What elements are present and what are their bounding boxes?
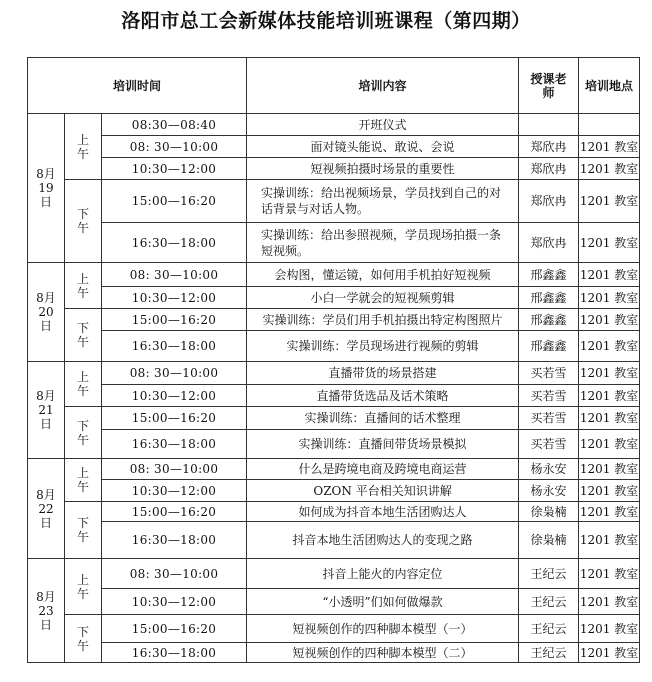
session-content: 实操训练：学员现场进行视频的剪辑 — [247, 331, 519, 362]
label-line: 午 — [76, 146, 89, 161]
period-afternoon — [65, 309, 102, 362]
session-time: 10:30—12:00 — [102, 385, 247, 407]
session-content: 实操训练：直播间的话术整理 — [247, 407, 519, 430]
label-line: 日 — [39, 617, 52, 632]
label-line: 23 — [38, 603, 54, 618]
session-content: 直播带货的场景搭建 — [247, 362, 519, 385]
session-time: 15:00—16:20 — [102, 407, 247, 430]
session-content: 短视频拍摄时场景的重要性 — [247, 158, 519, 180]
label-line: 下 — [76, 624, 89, 639]
session-time: 16:30—18:00 — [102, 331, 247, 362]
label-line: 日 — [39, 417, 52, 431]
session-teacher: 王纪云 — [519, 615, 579, 643]
label-line: 午 — [76, 221, 89, 235]
session-teacher: 买若雪 — [519, 385, 579, 407]
label-line: 下 — [76, 418, 89, 433]
session-teacher: 徐枭楠 — [519, 502, 579, 522]
session-room: 1201 教室 — [579, 136, 640, 158]
session-teacher: 买若雪 — [519, 430, 579, 459]
label-line: 8月 — [36, 589, 56, 604]
session-row — [28, 385, 640, 407]
label-line: 8月 — [36, 389, 56, 403]
session-content: 短视频创作的四种脚本模型（二） — [247, 643, 519, 663]
session-teacher: 买若雪 — [519, 407, 579, 430]
session-room: 1201 教室 — [579, 502, 640, 522]
session-teacher — [519, 114, 579, 136]
label-line: 午 — [76, 432, 89, 447]
session-room: 1201 教室 — [579, 459, 640, 480]
session-time: 08:30—08:40 — [102, 114, 247, 136]
session-content: 抖音本地生活团购达人的变现之路 — [247, 522, 519, 559]
label-line: 8月 — [36, 291, 56, 305]
session-row — [28, 180, 640, 223]
label-line: 上 — [76, 370, 89, 384]
session-time: 08: 30—10:00 — [102, 263, 247, 287]
session-teacher: 邢鑫鑫 — [519, 263, 579, 287]
period-morning — [65, 263, 102, 309]
session-time: 08: 30—10:00 — [102, 136, 247, 158]
session-time: 15:00—16:20 — [102, 180, 247, 223]
session-row — [28, 522, 640, 559]
session-row — [28, 502, 640, 522]
label-line: 日 — [39, 515, 52, 530]
period-afternoon — [65, 502, 102, 559]
session-time: 16:30—18:00 — [102, 223, 247, 263]
session-content: 短视频创作的四种脚本模型（一） — [247, 615, 519, 643]
session-row — [28, 589, 640, 615]
session-room: 1201 教室 — [579, 559, 640, 589]
session-room: 1201 教室 — [579, 589, 640, 615]
session-time: 10:30—12:00 — [102, 480, 247, 502]
session-room: 1201 教室 — [579, 615, 640, 643]
session-content: 实操训练：给出视频场景，学员找到自己的对话背景与对话人物。 — [247, 180, 519, 223]
label-line: 上 — [76, 132, 89, 147]
session-time: 16:30—18:00 — [102, 643, 247, 663]
session-content: 会构图，懂运镜，如何用手机拍好短视频 — [247, 263, 519, 287]
header-teacher-line1: 授课老 — [530, 71, 567, 86]
session-row — [28, 331, 640, 362]
schedule-table — [27, 57, 640, 663]
period-afternoon — [65, 180, 102, 263]
session-room: 1201 教室 — [579, 385, 640, 407]
session-row — [28, 643, 640, 663]
session-room: 1201 教室 — [579, 309, 640, 331]
session-room: 1201 教室 — [579, 522, 640, 559]
label-line: 8月 — [36, 167, 56, 181]
session-room: 1201 教室 — [579, 407, 640, 430]
session-time: 10:30—12:00 — [102, 287, 247, 309]
session-room: 1201 教室 — [579, 643, 640, 663]
day-date — [28, 559, 65, 663]
session-content: “小透明”们如何做爆款 — [247, 589, 519, 615]
session-room: 1201 教室 — [579, 223, 640, 263]
session-room: 1201 教室 — [579, 180, 640, 223]
label-line: 下 — [76, 207, 89, 221]
label-line: 午 — [76, 335, 89, 349]
period-morning — [65, 114, 102, 180]
session-row — [28, 615, 640, 643]
label-line: 午 — [76, 530, 89, 544]
session-teacher: 王纪云 — [519, 589, 579, 615]
session-teacher: 郑欣冉 — [519, 136, 579, 158]
header-teacher — [519, 58, 579, 114]
session-room: 1201 教室 — [579, 287, 640, 309]
session-teacher: 邢鑫鑫 — [519, 309, 579, 331]
session-content: 开班仪式 — [247, 114, 519, 136]
header-location: 培训地点 — [579, 58, 640, 114]
session-content: 面对镜头能说、敢说、会说 — [247, 136, 519, 158]
label-line: 午 — [76, 586, 89, 601]
session-room: 1201 教室 — [579, 263, 640, 287]
session-time: 08: 30—10:00 — [102, 459, 247, 480]
label-line: 午 — [76, 638, 89, 653]
session-room: 1201 教室 — [579, 362, 640, 385]
session-content: 直播带货选品及话术策略 — [247, 385, 519, 407]
session-row — [28, 114, 640, 136]
session-row — [28, 287, 640, 309]
session-teacher: 郑欣冉 — [519, 180, 579, 223]
session-row — [28, 136, 640, 158]
label-line: 上 — [76, 572, 89, 587]
session-teacher: 王纪云 — [519, 559, 579, 589]
session-time: 08: 30—10:00 — [102, 559, 247, 589]
session-teacher: 王纪云 — [519, 643, 579, 663]
label-line: 上 — [76, 271, 89, 286]
session-content: 实操训练：直播间带货场景模拟 — [247, 430, 519, 459]
session-time: 15:00—16:20 — [102, 615, 247, 643]
label-line: 8月 — [36, 487, 56, 502]
session-room: 1201 教室 — [579, 331, 640, 362]
header-content: 培训内容 — [247, 58, 519, 114]
session-teacher: 杨永安 — [519, 480, 579, 502]
session-content: 什么是跨境电商及跨境电商运营 — [247, 459, 519, 480]
label-line: 午 — [76, 285, 89, 300]
period-morning — [65, 362, 102, 407]
session-room: 1201 教室 — [579, 480, 640, 502]
day-date — [28, 263, 65, 362]
session-room: 1201 教室 — [579, 430, 640, 459]
session-row — [28, 362, 640, 385]
session-teacher: 邢鑫鑫 — [519, 287, 579, 309]
label-line: 午 — [76, 480, 89, 494]
session-teacher: 郑欣冉 — [519, 223, 579, 263]
label-line: 下 — [76, 516, 89, 530]
session-time: 15:00—16:20 — [102, 502, 247, 522]
header-row — [28, 58, 640, 114]
session-content: 抖音上能火的内容定位 — [247, 559, 519, 589]
session-time: 16:30—18:00 — [102, 430, 247, 459]
session-content: 实操训练：学员们用手机拍摄出特定构图照片 — [247, 309, 519, 331]
session-row — [28, 407, 640, 430]
label-line: 21 — [38, 403, 54, 417]
session-content: 如何成为抖音本地生活团购达人 — [247, 502, 519, 522]
session-row — [28, 223, 640, 263]
header-time: 培训时间 — [28, 58, 247, 114]
label-line: 午 — [76, 384, 89, 398]
label-line: 20 — [38, 305, 54, 319]
session-teacher: 郑欣冉 — [519, 158, 579, 180]
session-row — [28, 559, 640, 589]
session-time: 16:30—18:00 — [102, 522, 247, 559]
label-line: 22 — [38, 501, 54, 516]
period-morning — [65, 459, 102, 502]
label-line: 下 — [76, 321, 89, 335]
session-content: 实操训练：给出参照视频，学员现场拍摄一条短视频。 — [247, 223, 519, 263]
page-title: 洛阳市总工会新媒体技能培训班课程（第四期） — [121, 10, 531, 32]
session-time: 10:30—12:00 — [102, 589, 247, 615]
session-row — [28, 263, 640, 287]
label-line: 日 — [39, 195, 52, 209]
session-row — [28, 480, 640, 502]
period-afternoon — [65, 615, 102, 663]
day-date — [28, 362, 65, 459]
session-room — [579, 114, 640, 136]
session-row — [28, 459, 640, 480]
session-teacher: 邢鑫鑫 — [519, 331, 579, 362]
session-teacher: 杨永安 — [519, 459, 579, 480]
session-teacher: 买若雪 — [519, 362, 579, 385]
period-afternoon — [65, 407, 102, 459]
label-line: 上 — [76, 466, 89, 480]
label-line: 日 — [39, 319, 52, 333]
session-time: 15:00—16:20 — [102, 309, 247, 331]
session-time: 08: 30—10:00 — [102, 362, 247, 385]
label-line: 19 — [38, 181, 54, 195]
header-teacher-line2: 师 — [542, 85, 555, 100]
session-row — [28, 430, 640, 459]
session-teacher: 徐枭楠 — [519, 522, 579, 559]
day-date — [28, 459, 65, 559]
period-morning — [65, 559, 102, 615]
session-row — [28, 158, 640, 180]
day-date — [28, 114, 65, 263]
session-row — [28, 309, 640, 331]
session-time: 10:30—12:00 — [102, 158, 247, 180]
session-content: OZON 平台相关知识讲解 — [247, 480, 519, 502]
session-room: 1201 教室 — [579, 158, 640, 180]
session-content: 小白一学就会的短视频剪辑 — [247, 287, 519, 309]
